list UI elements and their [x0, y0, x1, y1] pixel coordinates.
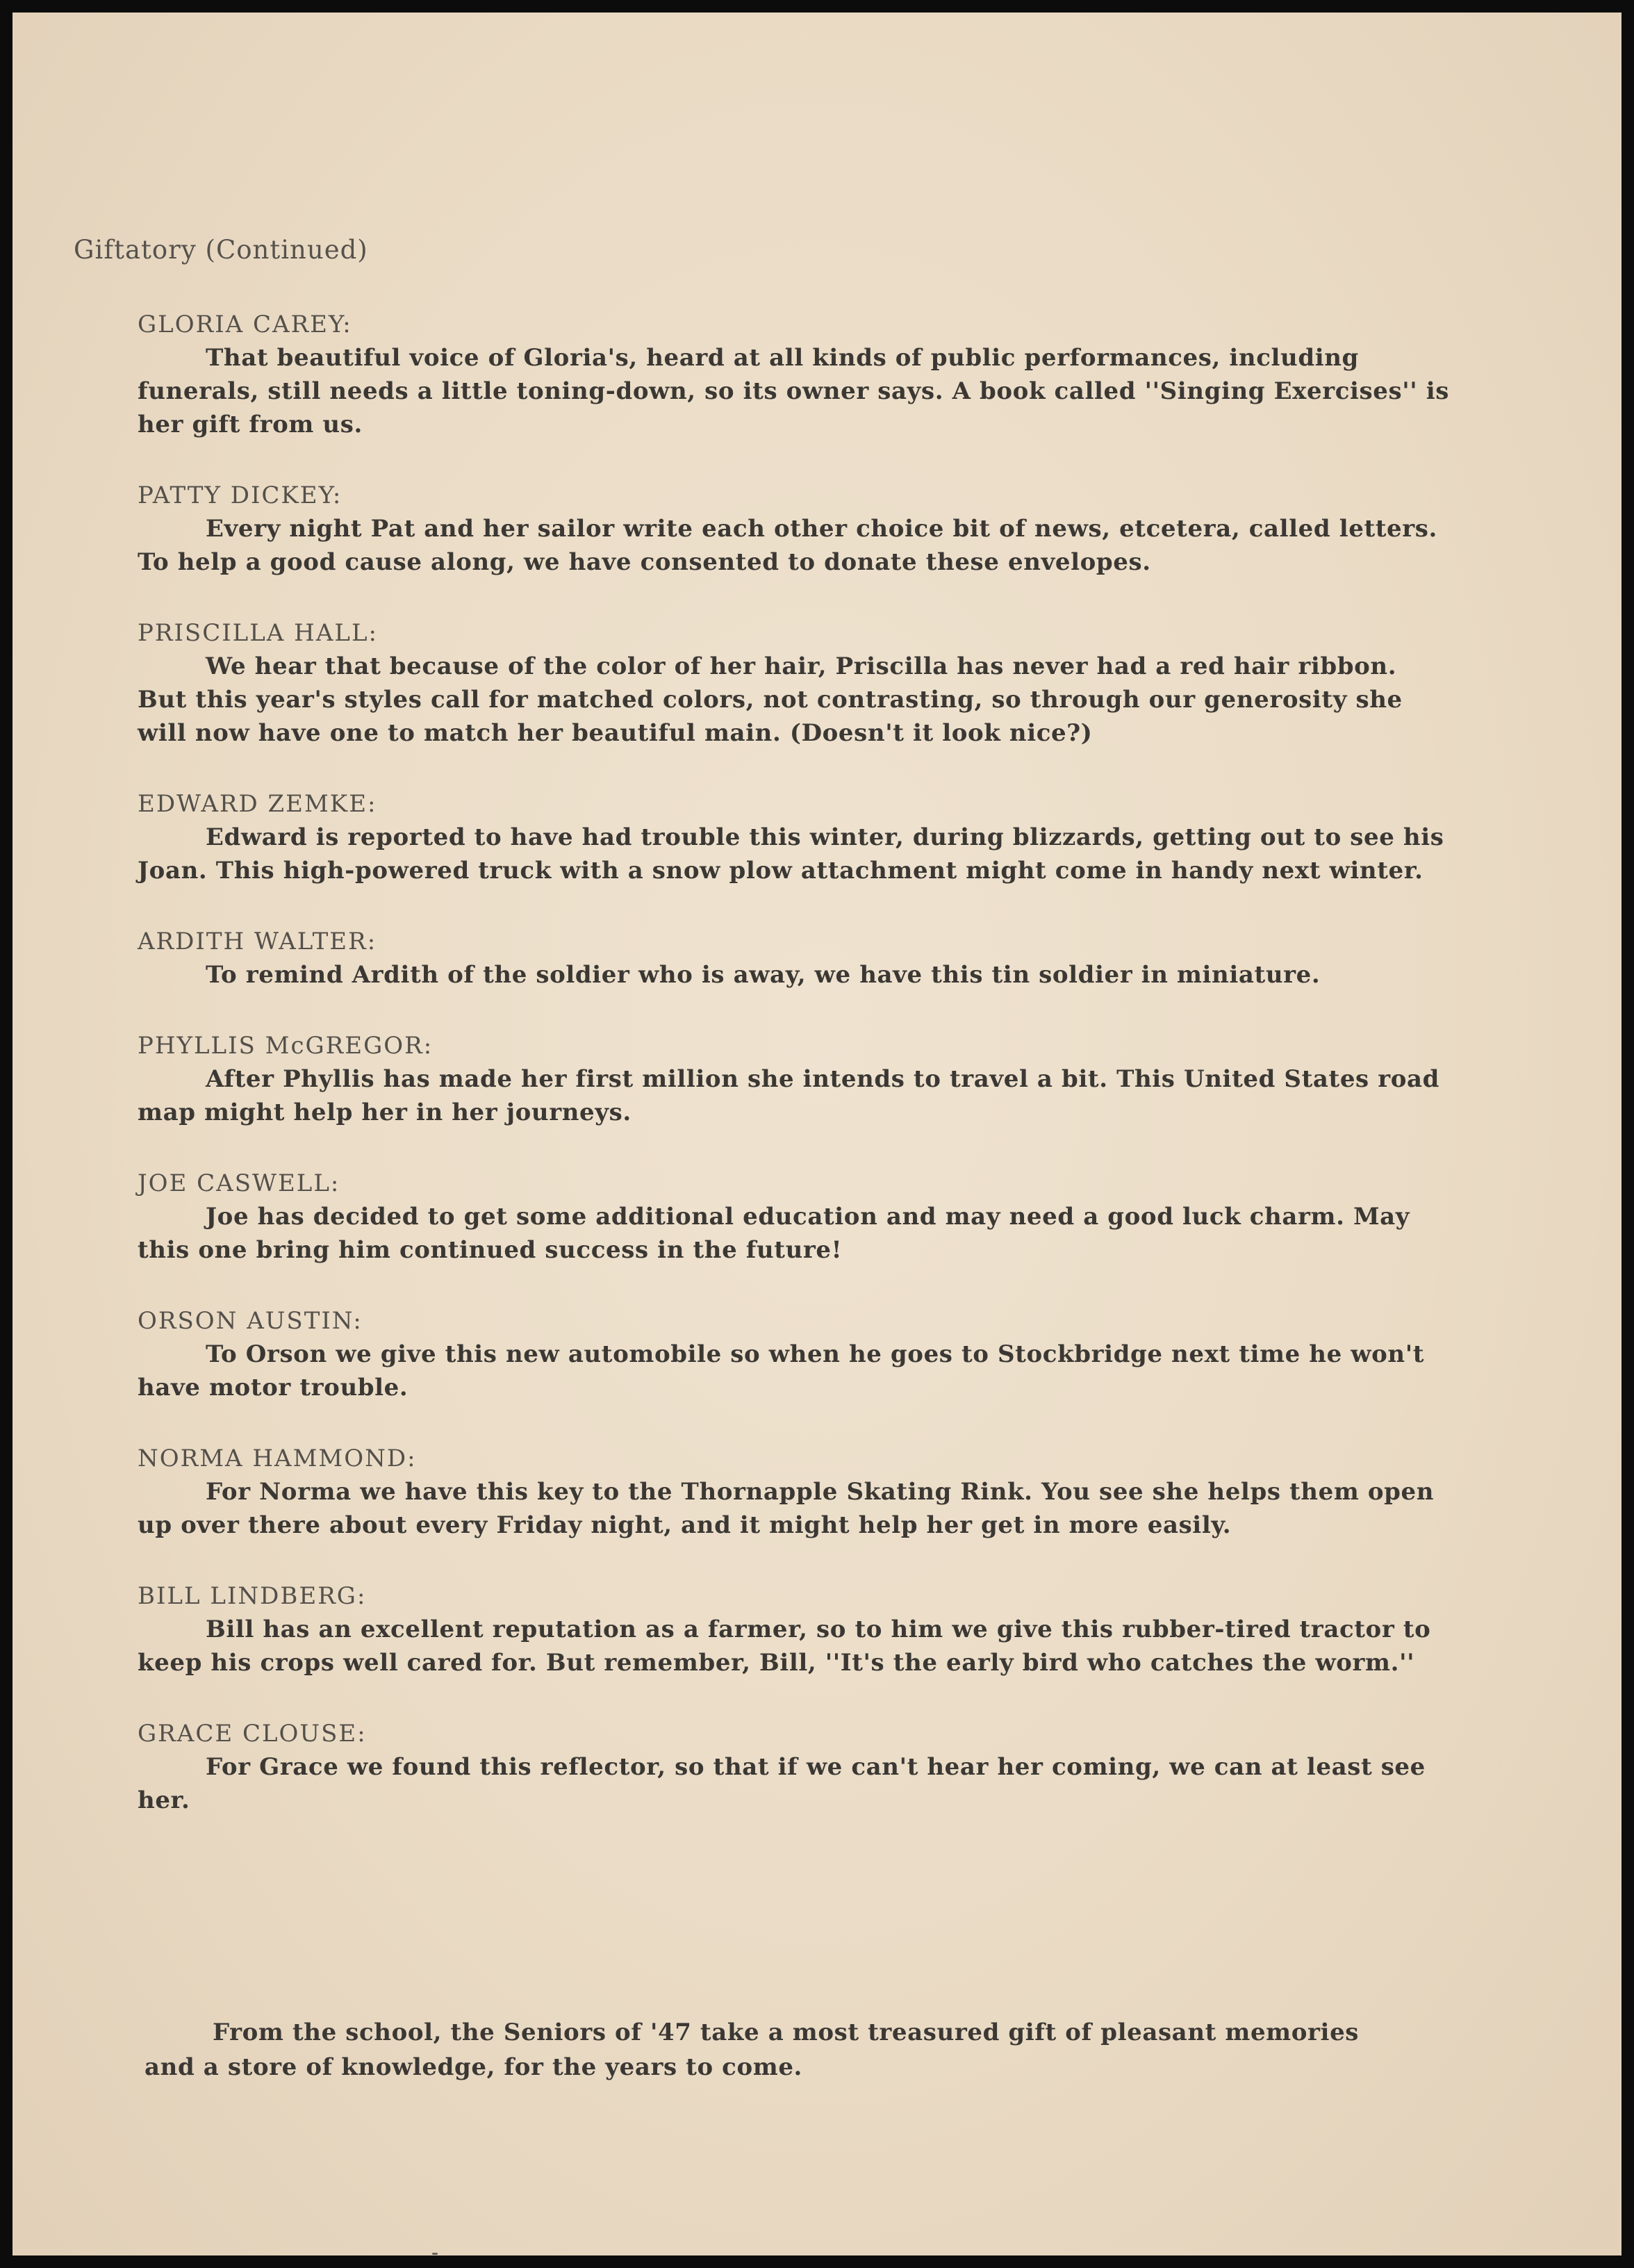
gift-description: Bill has an excellent reputation as a farmer, so to him we give this rubber-tired tractor to keep his crops well cared for. But remember, Bill, ''It's the early bird who catches the worm.''	[138, 1616, 1431, 1677]
gift-description: Edward is reported to have had trouble this winter, during blizzards, getting out to see his Joan. This high-powered truck with a snow plow attachment might come in handy next winter.	[138, 823, 1444, 885]
gift-entry	[138, 1029, 1555, 1129]
gift-description: To remind Ardith of the soldier who is away, we have this tin soldier in miniature.	[206, 961, 1321, 989]
recipient-name: GRACE CLOUSE:	[138, 1720, 367, 1748]
recipient-name: PHYLLIS McGREGOR:	[138, 1032, 434, 1060]
gift-description: To Orson we give this new automobile so when he goes to Stockbridge next time he won't have motor trouble.	[138, 1340, 1425, 1402]
gift-entry	[138, 787, 1555, 887]
gift-entry	[138, 1304, 1555, 1404]
page-heading: Giftatory (Continued)	[74, 235, 368, 265]
gift-description: We hear that because of the color of her hair, Priscilla has never had a red hair ribbon. But this year's styles call for matched colors, not contrasting, so through our generosity she will now have one to match her beautiful main. (Doesn't it look nice?)	[138, 652, 1403, 747]
gift-entries	[138, 308, 1555, 1855]
paper-speck	[432, 2253, 438, 2255]
gift-description: Joe has decided to get some additional education and may need a good luck charm. May this one bring him continued success in the future!	[138, 1203, 1410, 1264]
recipient-name: PATTY DICKEY:	[138, 482, 343, 509]
gift-entry	[138, 308, 1555, 441]
recipient-name: JOE CASWELL:	[138, 1169, 340, 1197]
gift-entry	[138, 616, 1555, 750]
gift-entry	[138, 1167, 1555, 1267]
gift-description: That beautiful voice of Gloria's, heard at all kinds of public performances, including funerals, still needs a little toning-down, so its owner says. A book called ''Singing Exercises'' is her gift from us.	[138, 344, 1449, 438]
gift-description: For Grace we found this reflector, so that if we can't hear her coming, we can at least see her.	[138, 1753, 1426, 1814]
recipient-name: EDWARD ZEMKE:	[138, 790, 377, 818]
gift-description: Every night Pat and her sailor write each other choice bit of news, etcetera, called letters. To help a good cause along, we have consented to donate these envelopes.	[138, 515, 1437, 576]
scanned-page	[13, 13, 1621, 2255]
gift-entry	[138, 925, 1555, 992]
recipient-name: NORMA HAMMOND:	[138, 1445, 417, 1472]
recipient-name: ORSON AUSTIN:	[138, 1307, 363, 1335]
recipient-name: ARDITH WALTER:	[138, 928, 377, 955]
recipient-name: GLORIA CAREY:	[138, 311, 352, 338]
recipient-name: PRISCILLA HALL:	[138, 619, 378, 647]
gift-description: For Norma we have this key to the Thornapple Skating Rink. You see she helps them open up over there about every Friday night, and it might help her get in more easily.	[138, 1478, 1435, 1539]
gift-entry	[138, 1717, 1555, 1817]
gift-description: After Phyllis has made her first million she intends to travel a bit. This United States road map might help her in her journeys.	[138, 1065, 1440, 1126]
gift-entry	[138, 479, 1555, 579]
recipient-name: BILL LINDBERG:	[138, 1582, 367, 1610]
gift-entry	[138, 1442, 1555, 1542]
closing-paragraph: From the school, the Seniors of '47 take a most treasured gift of pleasant memories and a store of knowledge, for the years to come.	[145, 2019, 1360, 2081]
document	[13, 13, 1621, 2255]
gift-entry	[138, 1579, 1555, 1679]
